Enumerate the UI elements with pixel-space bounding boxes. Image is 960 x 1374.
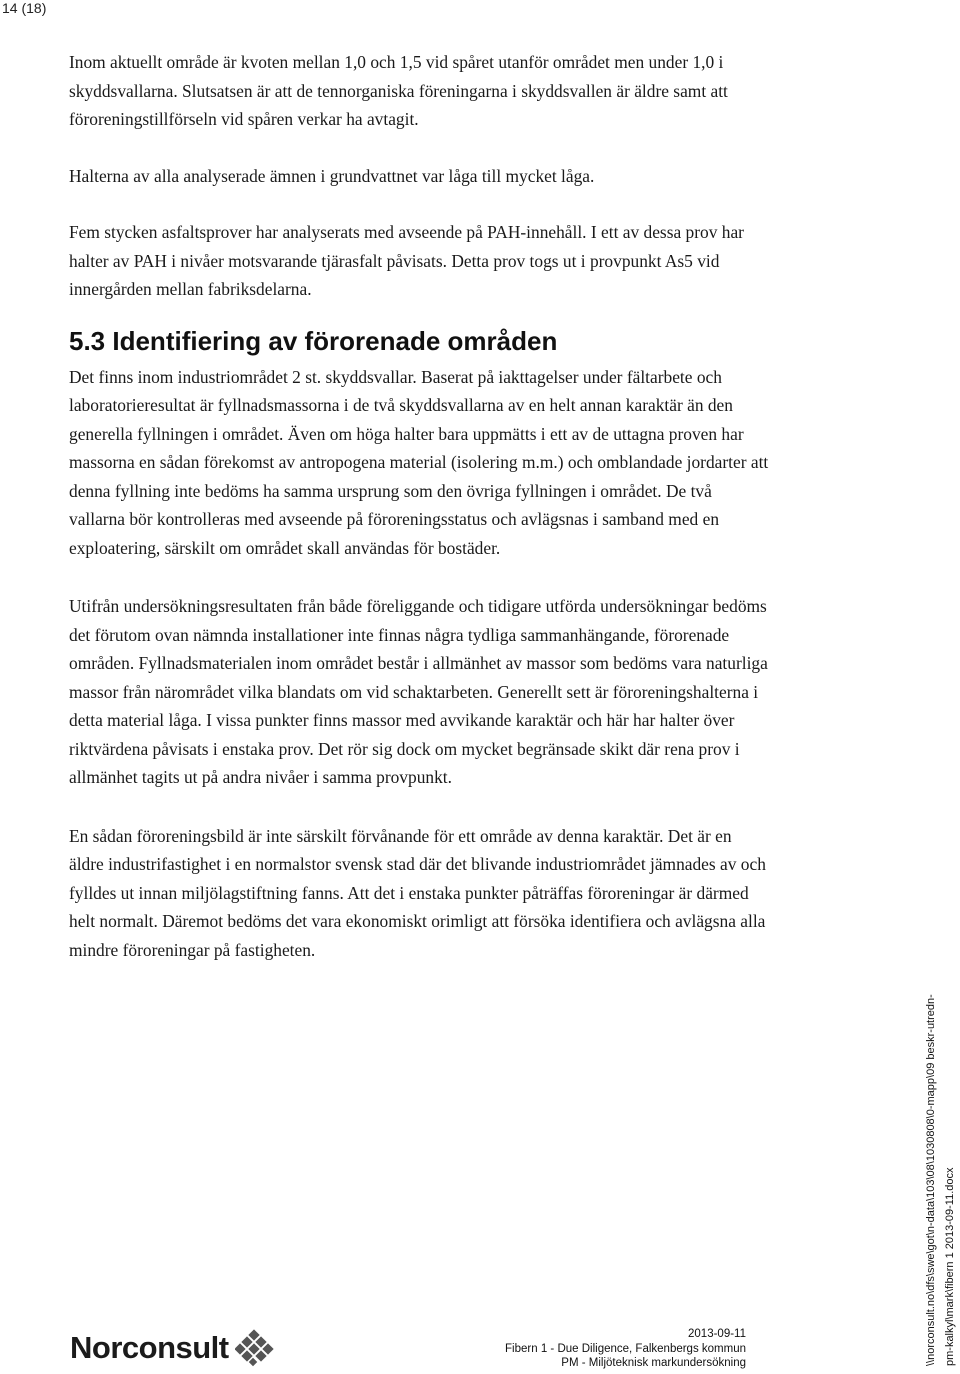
footer-doc-title: PM - Miljöteknisk markundersökning (561, 1357, 746, 1369)
footer-project: Fibern 1 - Due Diligence, Falkenbergs kommun (505, 1342, 746, 1355)
paragraph: Utifrån undersökningsresultaten från både föreliggande och tidigare utförda undersökningar bedöms det förutom ovan nämnda installationer inte finnas några tydliga sammanhängande, förorenade områden. Fyllnadsmaterialen inom området består i allmänhet av massor som bedöms vara naturliga massor från närområdet vilka blandats om vid schaktarbeten. Generellt sett är föroreningshalterna i detta material låga. I vissa punkter finns massor med avvikande karaktär och här har halter över riktvärdena påvisats i enstaka prov. Det rör sig dock om mycket begränsade skikt där rena prov i allmänhet tagits ut på andra nivåer i samma provpunkt. (69, 596, 768, 787)
paragraph: Det finns inom industriområdet 2 st. skyddsvallar. Baserat på iakttagelser under fältarbete och laboratorieresultat är fyllnadsmassorna i de två skyddsvallarna av en helt annan karaktär än den generella fyllningen i området. Även om höga halter bara uppmätts i ett av de uttagna proven har massorna en sådan förekomst av antropogena material (isolering m.m.) och omblandade jordarter att denna fyllning inte bedöms ha samma ursprung som den övriga fyllningen i området. De två vallarna bör kontrolleras med avseende på föroreningsstatus och avlägsnas i samband med en exploatering, särskilt om området skall användas för bostäder. (69, 366, 769, 558)
logo-text: Norconsult (70, 1330, 229, 1365)
file-path-line: \\norconsult.no\dfs\swe\got\n-data\103\08\1030808\0-mapp\09 beskr-utredn- (925, 994, 937, 1366)
file-path-margin (922, 994, 960, 1366)
page-number: 14 (18) (2, 0, 47, 16)
section-heading: 5.3 Identifiering av förorenade områden (69, 325, 558, 356)
logo-diamond-icon (235, 1328, 275, 1368)
footer-info (505, 1327, 746, 1371)
paragraph: Fem stycken asfaltsprover har analyserats med avseende på PAH-innehåll. I ett av dessa prov har halter av PAH i nivåer motsvarande tjärasfalt påvisats. Detta prov togs ut i provpunkt As5 vid innergården mellan fabriksdelarna. (69, 222, 744, 299)
company-logo (70, 1326, 275, 1370)
body-text (69, 48, 769, 964)
paragraph: Halterna av alla analyserade ämnen i grundvattnet var låga till mycket låga. (69, 165, 595, 186)
paragraph: Inom aktuellt område är kvoten mellan 1,0 och 1,5 vid spåret utanför området men under 1,0 i skyddsvallarna. Slutsatsen är att de tennorganiska föreningarna i skyddsvallen är äldre samt att föroreningstillförseln vid spåren verkar ha avtagit. (69, 52, 728, 129)
paragraph: En sådan föroreningsbild är inte särskilt förvånande för ett område av denna karaktär. Det är en äldre industrifastighet i en normalstor svensk stad där det blivande industriområdet jämnades av och fylldes ut innan miljölagstiftning fanns. Att det i enstaka punkter påträffas föroreningar är därmed helt normalt. Däremot bedöms det vara ekonomiskt orimligt att försöka identifiera och avlägsna alla mindre föroreningar på fastigheten. (69, 825, 766, 960)
footer-date: 2013-09-11 (688, 1328, 746, 1340)
file-path-line: pm-kalkyl\mark\fibern 1 2013-09-11.docx (944, 1167, 956, 1366)
